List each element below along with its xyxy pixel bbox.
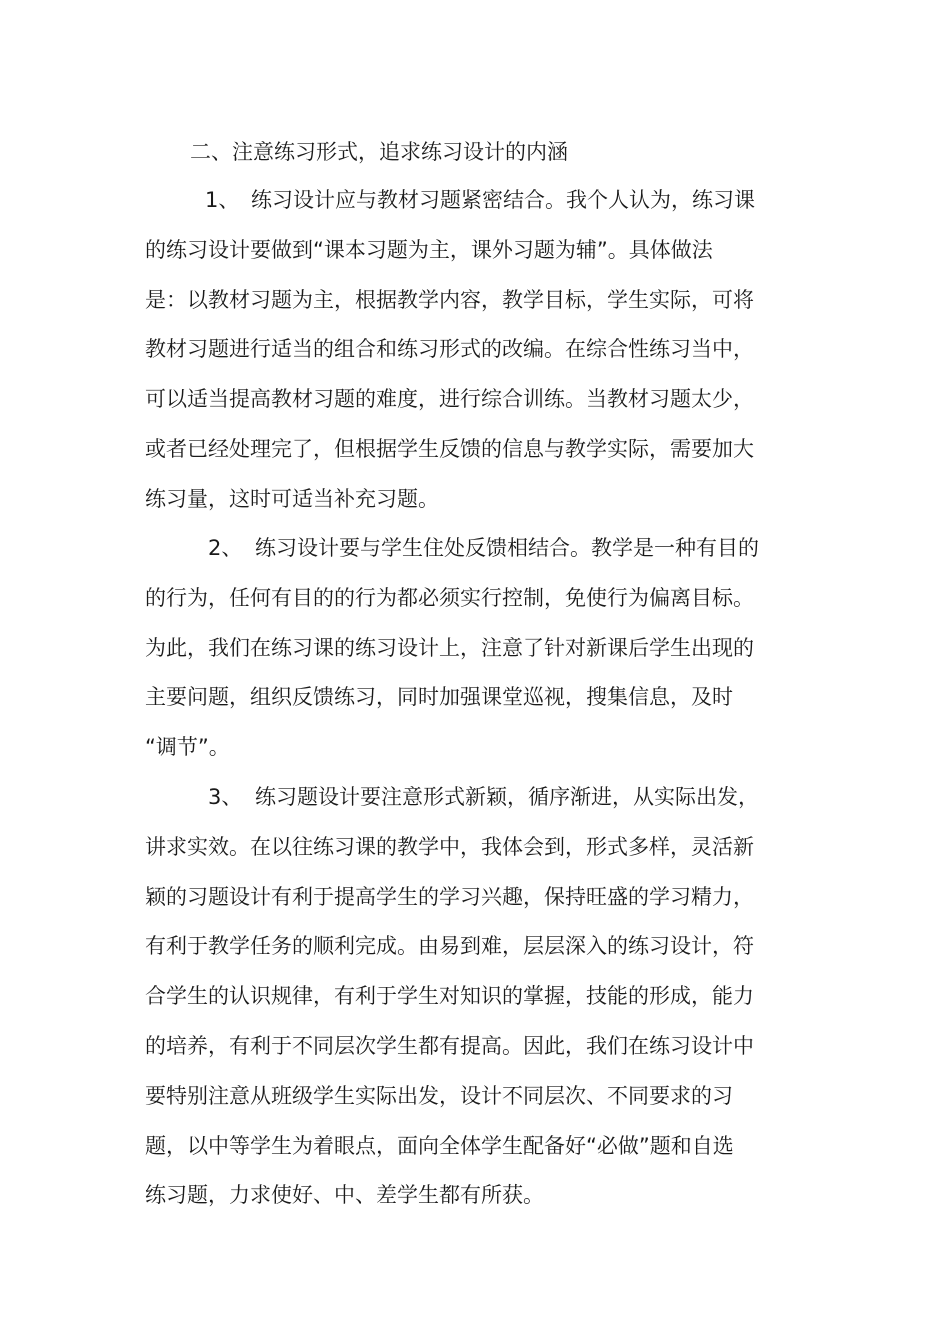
paragraph-line: 练习量，这时可适当补充习题。 (145, 486, 439, 511)
paragraph-line (145, 773, 795, 823)
paragraph-line: 的行为，任何有目的的行为都必须实行控制，免使行为偏离目标。 (145, 585, 754, 610)
paragraph-line: 的练习设计要做到“课本习题为主，课外习题为辅”。具体做法 (145, 237, 713, 262)
paragraph-line: 或者已经处理完了，但根据学生反馈的信息与教学实际，需要加大 (145, 436, 754, 461)
paragraph-line (145, 524, 795, 574)
paragraph-line: “调节”。 (145, 735, 230, 760)
paragraph-3 (145, 773, 795, 1221)
paragraph-1 (145, 176, 795, 525)
paragraph-line: 主要问题，组织反馈练习，同时加强课堂巡视，搜集信息，及时 (145, 685, 733, 710)
paragraph-text: 练习设计要与学生住处反馈相结合。教学是一种有目的 (255, 536, 759, 560)
paragraph-number: 3、 (208, 785, 243, 809)
paragraph-line: 题，以中等学生为着眼点，面向全体学生配备好“必做”题和自选 (145, 1133, 734, 1158)
paragraph-line (145, 176, 795, 226)
paragraph-line: 有利于教学任务的顺利完成。由易到难，层层深入的练习设计，符 (145, 934, 754, 959)
paragraph-line: 讲求实效。在以往练习课的教学中，我体会到，形式多样，灵活新 (145, 834, 754, 859)
paragraph-line: 可以适当提高教材习题的难度，进行综合训练。当教材习题太少， (145, 387, 754, 412)
paragraph-line: 教材习题进行适当的组合和练习形式的改编。在综合性练习当中， (145, 337, 754, 362)
paragraph-line: 颖的习题设计有利于提高学生的学习兴趣，保持旺盛的学习精力， (145, 884, 754, 909)
paragraph-line: 为此，我们在练习课的练习设计上，注意了针对新课后学生出现的 (145, 635, 754, 660)
paragraph-line: 是：以教材习题为主，根据教学内容，教学目标，学生实际，可将 (145, 287, 754, 312)
paragraph-line: 要特别注意从班级学生实际出发，设计不同层次、不同要求的习 (145, 1083, 733, 1108)
paragraph-text: 练习题设计要注意形式新颖，循序渐进，从实际出发， (255, 785, 759, 809)
paragraph-number: 1、 (205, 188, 240, 212)
paragraph-number: 2、 (208, 536, 243, 560)
paragraph-text: 练习设计应与教材习题紧密结合。我个人认为，练习课 (251, 188, 755, 212)
paragraph-2 (145, 524, 795, 773)
paragraph-line: 的培养，有利于不同层次学生都有提高。因此，我们在练习设计中 (145, 1033, 754, 1058)
paragraph-line: 练习题，力求使好、中、差学生都有所获。 (145, 1183, 544, 1208)
section-heading: 二、注意练习形式，追求练习设计的内涵 (190, 140, 568, 164)
paragraph-line: 合学生的认识规律，有利于学生对知识的掌握，技能的形成，能力 (145, 984, 754, 1009)
